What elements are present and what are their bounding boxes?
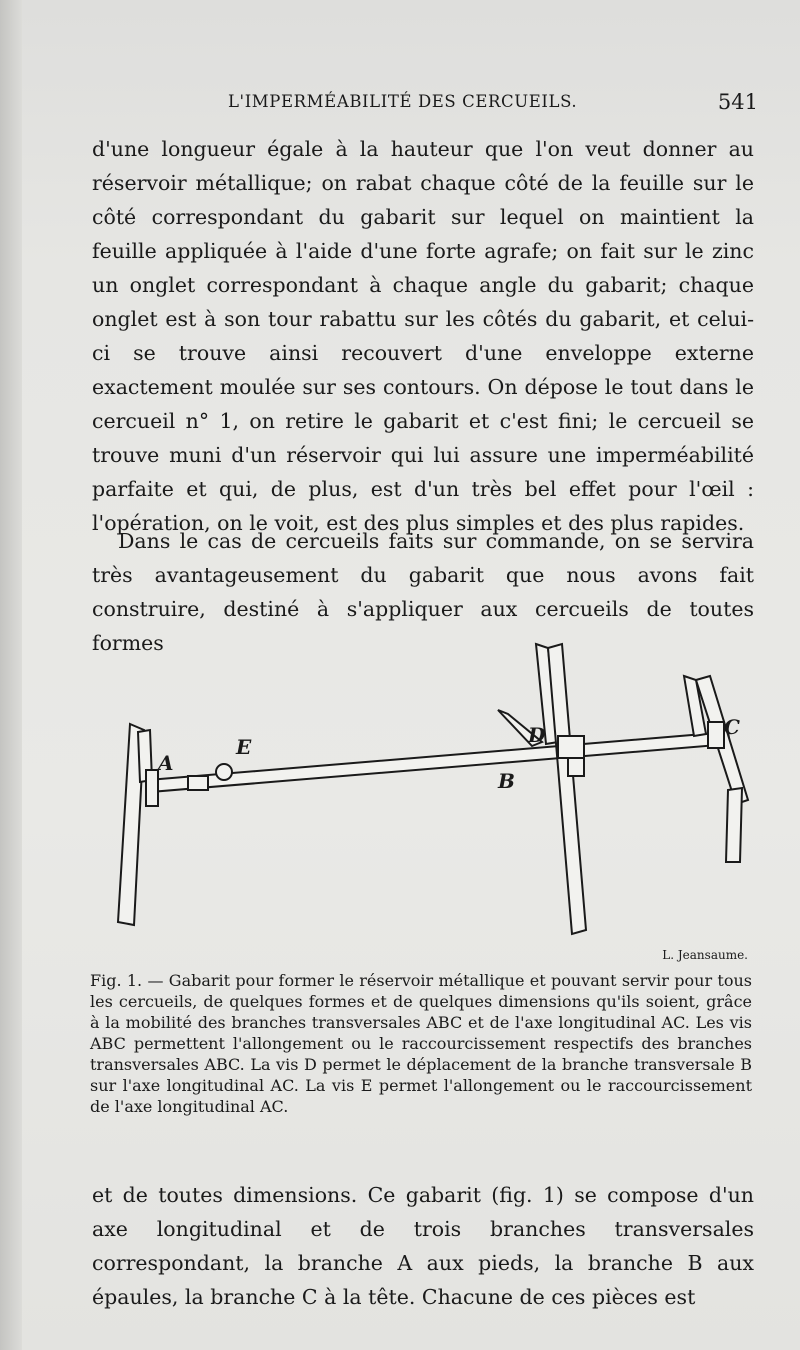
branch-b-leg xyxy=(548,644,586,934)
page-gutter-shadow xyxy=(0,0,22,1350)
paragraph-2: Dans le cas de cercueils faits sur commande, on se servira très avantageusement du gabarit que nous avons fait construire, destiné à s'appliquer aux cercueils de toutes formes xyxy=(92,529,754,655)
caption-text: — Gabarit pour former le réservoir métallique et pouvant servir pour tous les cercueils, de quelques formes et de quelques dimensions qu'ils soient, grâce à la mobilité des branches transversales ABC et de l'axe longitudinal AC. Les vis ABC permettent l'allongement ou le raccourcissement respectifs des branches transversales ABC. La vis D permet le déplacement de la branche transversale B sur l'axe longitudinal AC. La vis E permet l'allongement ou le raccourcissement de l'axe longitudinal AC. xyxy=(90,971,752,1116)
branch-c-foot xyxy=(726,788,742,862)
running-head xyxy=(228,92,768,132)
label-d: D xyxy=(528,723,546,747)
screw-d xyxy=(558,736,584,758)
label-a: A xyxy=(158,751,174,775)
screw-e xyxy=(216,764,232,780)
gabarit-illustration xyxy=(88,630,768,970)
figure-gabarit xyxy=(88,630,768,970)
screw-c xyxy=(708,722,724,748)
paragraph-3: et de toutes dimensions. Ce gabarit (fig. 1) se compose d'un axe longitudinal et de trois branches transversales correspondant, la branche A aux pieds, la branche B aux épaules, la branche C à la tête. Chacune de ces pièces est xyxy=(92,1183,754,1309)
screw-b xyxy=(568,758,584,776)
label-c: C xyxy=(724,715,740,739)
figure-caption xyxy=(90,970,752,1117)
axis-sleeve xyxy=(188,776,208,790)
label-b: B xyxy=(498,769,515,793)
screw-a xyxy=(146,770,158,806)
running-head-title: L'IMPERMÉABILITÉ DES CERCUEILS. xyxy=(228,92,578,111)
illustrator-credit: L. Jeansaume. xyxy=(662,948,748,962)
paragraph-1: d'une longueur égale à la hauteur que l'on veut donner au réservoir métallique; on rabat chaque côté de la feuille sur le côté correspondant du gabarit sur lequel on maintient la feuille appliquée à l'aide d'une forte agrafe; on fait sur le zinc un onglet correspondant à chaque angle du gabarit; chaque onglet est à son tour rabattu sur les côtés du gabarit, et celui-ci se trouve ainsi recouvert d'une enveloppe externe exactement moulée sur ses contours. On dépose le tout dans le cercueil n° 1, on retire le gabarit et c'est fini; le cercueil se trouve muni d'un réservoir qui lui assure une imperméabilité parfaite et qui, de plus, est d'un très bel effet pour l'œil : l'opération, on le voit, est des plus simples et des plus rapides. xyxy=(92,137,754,535)
label-e: E xyxy=(236,735,252,759)
caption-label: Fig. 1. xyxy=(90,971,143,990)
page-number: 541 xyxy=(717,90,758,114)
